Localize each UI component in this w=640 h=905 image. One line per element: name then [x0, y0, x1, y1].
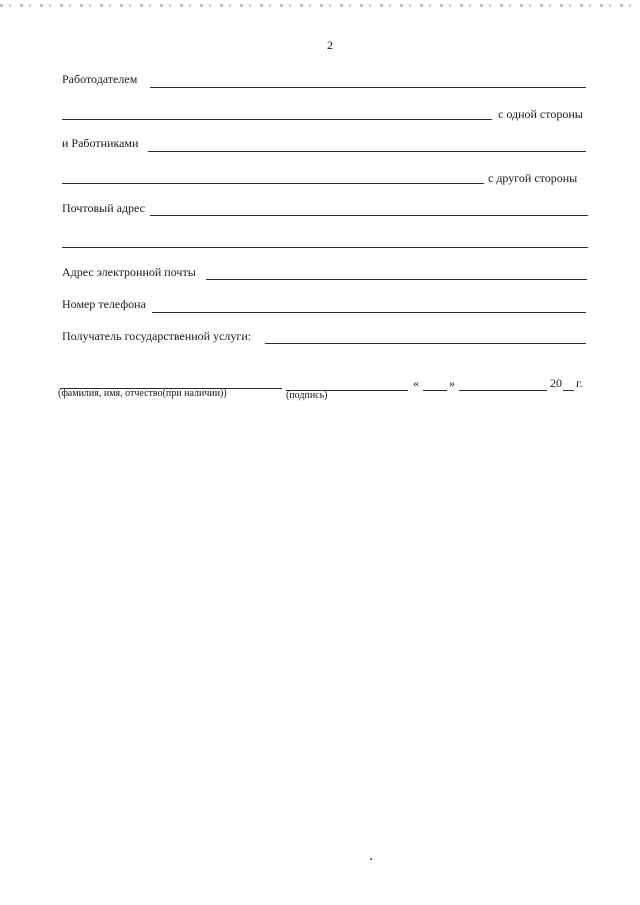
employer-field-continued[interactable] — [62, 119, 492, 120]
employees-label: и Работниками — [62, 136, 139, 150]
employer-field[interactable] — [150, 87, 586, 88]
employer-label: Работодателем — [62, 72, 138, 86]
phone-label: Номер телефона — [62, 297, 146, 311]
other-side-label: с другой стороны — [488, 171, 578, 185]
date-year-suffix: г. — [576, 376, 583, 390]
date-close-quote: » — [449, 376, 455, 390]
scan-speck — [370, 858, 372, 860]
postal-address-label: Почтовый адрес — [62, 201, 146, 215]
recipient-field[interactable] — [265, 343, 586, 344]
date-day-field[interactable] — [423, 390, 447, 391]
recipient-label: Получатель государственной услуги: — [62, 329, 252, 343]
date-month-field[interactable] — [459, 390, 547, 391]
email-label: Адрес электронной почты — [62, 265, 196, 279]
fio-caption: (фамилия, имя, отчество(при наличии)) — [58, 388, 227, 399]
email-field[interactable] — [206, 279, 587, 280]
date-year-prefix: 20 — [550, 376, 562, 390]
date-year-field[interactable] — [563, 390, 574, 391]
page-number: 2 — [327, 38, 333, 52]
scan-artifact-top — [0, 4, 640, 7]
phone-field[interactable] — [152, 312, 586, 313]
postal-address-field-continued[interactable] — [62, 247, 588, 248]
employees-field[interactable] — [148, 151, 586, 152]
one-side-label: с одной стороны — [498, 107, 583, 121]
date-open-quote: « — [413, 376, 419, 390]
postal-address-field[interactable] — [150, 215, 588, 216]
employees-field-continued[interactable] — [62, 183, 484, 184]
signature-caption: (подпись) — [286, 390, 328, 401]
